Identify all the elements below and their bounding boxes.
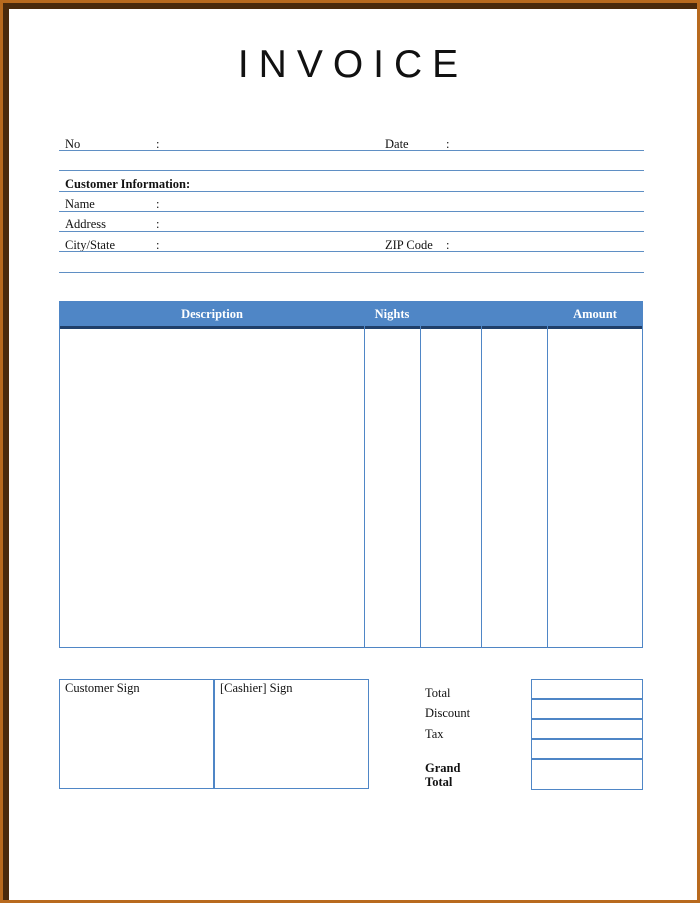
cashier-sign-label: [Cashier] Sign xyxy=(220,681,293,695)
tax-label: Tax xyxy=(425,727,444,741)
address-label: Address xyxy=(65,217,106,231)
date-label: Date xyxy=(385,137,409,151)
items-table-header xyxy=(60,302,642,329)
tax-field[interactable] xyxy=(531,719,643,739)
customer-sign-box[interactable] xyxy=(59,679,214,789)
column-divider xyxy=(547,302,548,647)
address-line xyxy=(59,231,644,232)
name-colon: : xyxy=(156,197,160,211)
grand-total-field[interactable] xyxy=(531,759,643,790)
customer-heading-line xyxy=(59,191,644,192)
zip-colon: : xyxy=(446,238,450,252)
no-date-line xyxy=(59,150,644,151)
date-colon: : xyxy=(446,137,450,151)
city-state-label: City/State xyxy=(65,238,115,252)
customer-sign-label: Customer Sign xyxy=(65,681,140,695)
grand-total-label-line2: Total xyxy=(425,775,453,789)
grand-total-label-line1: Grand xyxy=(425,761,461,775)
invoice-page xyxy=(9,9,697,900)
city-zip-line xyxy=(59,251,644,252)
column-amount: Amount xyxy=(573,307,617,321)
discount-label: Discount xyxy=(425,706,471,720)
city-state-colon: : xyxy=(156,238,160,252)
spacer-field[interactable] xyxy=(531,739,643,759)
column-blank-1 xyxy=(420,302,481,326)
discount-field[interactable] xyxy=(531,699,643,719)
invoice-title: INVOICE xyxy=(237,43,469,86)
column-nights: Nights xyxy=(374,307,410,321)
total-field[interactable] xyxy=(531,679,643,699)
zip-code-label: ZIP Code xyxy=(385,238,433,252)
column-divider xyxy=(420,302,421,647)
page-frame xyxy=(3,3,697,900)
blank-line xyxy=(59,170,644,171)
items-table xyxy=(59,301,643,648)
name-line xyxy=(59,211,644,212)
no-colon: : xyxy=(156,137,160,151)
name-label: Name xyxy=(65,197,95,211)
address-colon: : xyxy=(156,217,160,231)
column-divider xyxy=(364,302,365,647)
no-label: No xyxy=(65,137,81,151)
column-blank-2 xyxy=(481,302,547,326)
column-divider xyxy=(481,302,482,647)
total-label: Total xyxy=(425,686,451,700)
column-description: Description xyxy=(181,307,243,321)
blank-line-2 xyxy=(59,272,644,273)
customer-info-heading: Customer Information: xyxy=(65,177,191,191)
cashier-sign-box[interactable] xyxy=(214,679,369,789)
